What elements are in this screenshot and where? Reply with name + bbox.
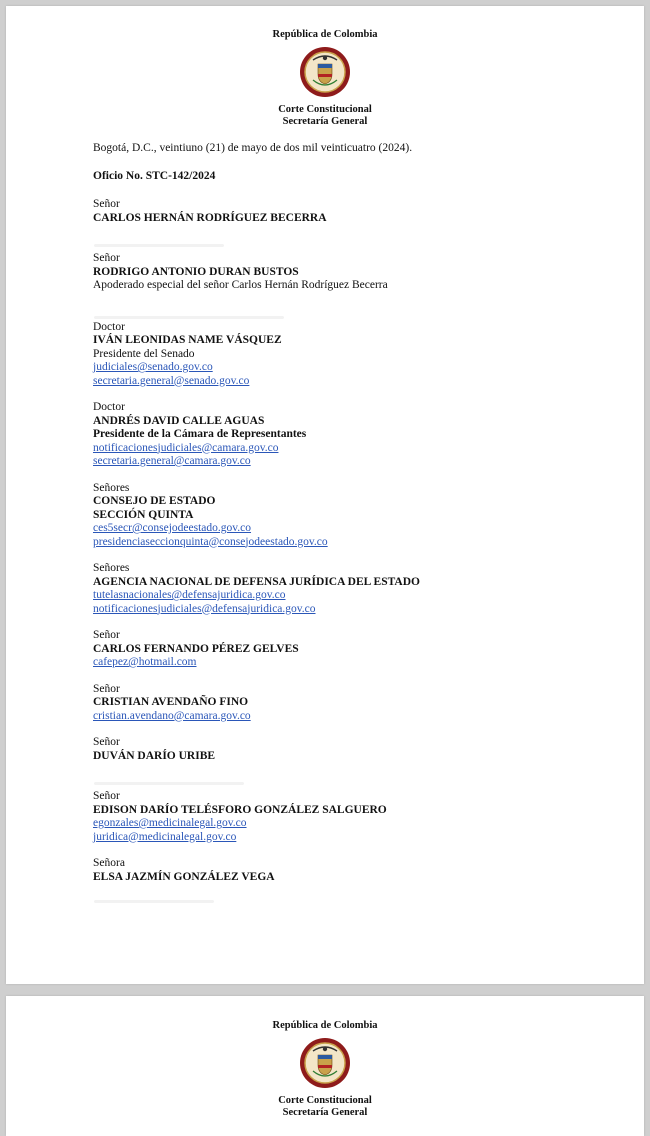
- recipient-name: CRISTIAN AVENDAÑO FINO: [93, 696, 249, 708]
- recipient-block: [93, 321, 624, 389]
- recipient-block: [93, 482, 624, 550]
- email-link[interactable]: secretaria.general@camara.gov.co: [93, 455, 251, 467]
- recipient-detail: Apoderado especial del señor Carlos Hernán Rodríguez Becerra: [93, 279, 388, 291]
- recipient-salutation: Doctor: [93, 401, 125, 413]
- recipient-salutation: Doctor: [93, 320, 125, 333]
- secretariat-name: Secretaría General: [282, 116, 368, 127]
- redaction-mark: [94, 782, 244, 785]
- recipient-salutation: Señora: [93, 857, 125, 869]
- email-link[interactable]: secretaria.general@senado.gov.co: [93, 374, 250, 387]
- court-name: Corte Constitucional: [278, 104, 372, 115]
- email-link[interactable]: cristian.avendano@camara.gov.co: [93, 709, 251, 722]
- email-link[interactable]: tutelasnacionales@defensajuridica.gov.co: [93, 589, 286, 601]
- letter-body: [93, 142, 624, 884]
- recipient-salutation: Señor: [93, 252, 120, 264]
- recipient-name: ANDRÉS DAVID CALLE AGUAS: [93, 414, 265, 427]
- recipient-name: CARLOS FERNANDO PÉREZ GELVES: [93, 642, 299, 655]
- recipient-name: ELSA JAZMÍN GONZÁLEZ VEGA: [93, 870, 275, 883]
- coat-of-arms-seal-icon: [299, 46, 351, 98]
- email-link[interactable]: notificacionesjudiciales@camara.gov.co: [93, 441, 279, 454]
- recipient-block: [93, 401, 624, 469]
- recipient-name: AGENCIA NACIONAL DE DEFENSA JURÍDICA DEL ESTADO: [93, 575, 420, 588]
- recipient-name: DUVÁN DARÍO URIBE: [93, 749, 216, 762]
- recipient-block: [93, 736, 624, 763]
- recipient-block: [93, 683, 624, 724]
- republic-title: República de Colombia: [272, 1020, 378, 1031]
- email-link[interactable]: presidenciaseccionquinta@consejodeestado.gov.co: [93, 535, 328, 548]
- recipient-block: [93, 198, 624, 225]
- recipient-salutation: Señor: [93, 198, 120, 210]
- email-link[interactable]: notificacionesjudiciales@defensajuridica.gov.co: [93, 602, 316, 615]
- email-link[interactable]: egonzales@medicinalegal.gov.co: [93, 817, 247, 829]
- document-page-1: [6, 6, 644, 984]
- recipient-name: EDISON DARÍO TELÉSFORO GONZÁLEZ SALGUERO: [93, 803, 387, 816]
- recipient-salutation: Señor: [93, 736, 120, 748]
- email-link[interactable]: cafepez@hotmail.com: [93, 656, 197, 668]
- recipient-salutation: Señor: [93, 629, 120, 641]
- letterhead: [6, 1020, 644, 1119]
- secretariat-name: Secretaría General: [282, 1107, 368, 1118]
- recipient-block: [93, 252, 624, 293]
- recipient-salutation: Señor: [93, 682, 120, 695]
- oficio-number: Oficio No. STC-142/2024: [93, 169, 216, 182]
- recipient-block: [93, 629, 624, 670]
- court-name: Corte Constitucional: [278, 1095, 372, 1106]
- redaction-mark: [94, 316, 284, 319]
- email-link[interactable]: judiciales@senado.gov.co: [93, 361, 213, 373]
- redaction-mark: [94, 244, 224, 247]
- recipient-salutation: Señores: [93, 562, 130, 574]
- email-link[interactable]: ces5secr@consejodeestado.gov.co: [93, 522, 252, 534]
- document-page-2: [6, 996, 644, 1136]
- recipient-name: CONSEJO DE ESTADO: [93, 495, 216, 507]
- email-link[interactable]: juridica@medicinalegal.gov.co: [93, 830, 237, 843]
- recipient-salutation: Señor: [93, 790, 120, 802]
- recipient-name: CARLOS HERNÁN RODRÍGUEZ BECERRA: [93, 211, 327, 224]
- recipient-block: [93, 857, 624, 884]
- recipient-detail: SECCIÓN QUINTA: [93, 508, 194, 521]
- republic-title: República de Colombia: [272, 29, 378, 40]
- recipient-salutation: Señores: [93, 481, 130, 494]
- recipient-detail: Presidente de la Cámara de Representantes: [93, 428, 307, 440]
- recipient-block: [93, 790, 624, 844]
- recipient-block: [93, 562, 624, 616]
- coat-of-arms-seal-icon: [299, 1037, 351, 1089]
- date-line: Bogotá, D.C., veintiuno (21) de mayo de dos mil veinticuatro (2024).: [93, 142, 413, 154]
- recipient-name: IVÁN LEONIDAS NAME VÁSQUEZ: [93, 334, 282, 346]
- letterhead: [6, 29, 644, 128]
- redaction-mark: [94, 900, 214, 903]
- recipient-name: RODRIGO ANTONIO DURAN BUSTOS: [93, 265, 299, 278]
- recipient-detail: Presidente del Senado: [93, 347, 195, 360]
